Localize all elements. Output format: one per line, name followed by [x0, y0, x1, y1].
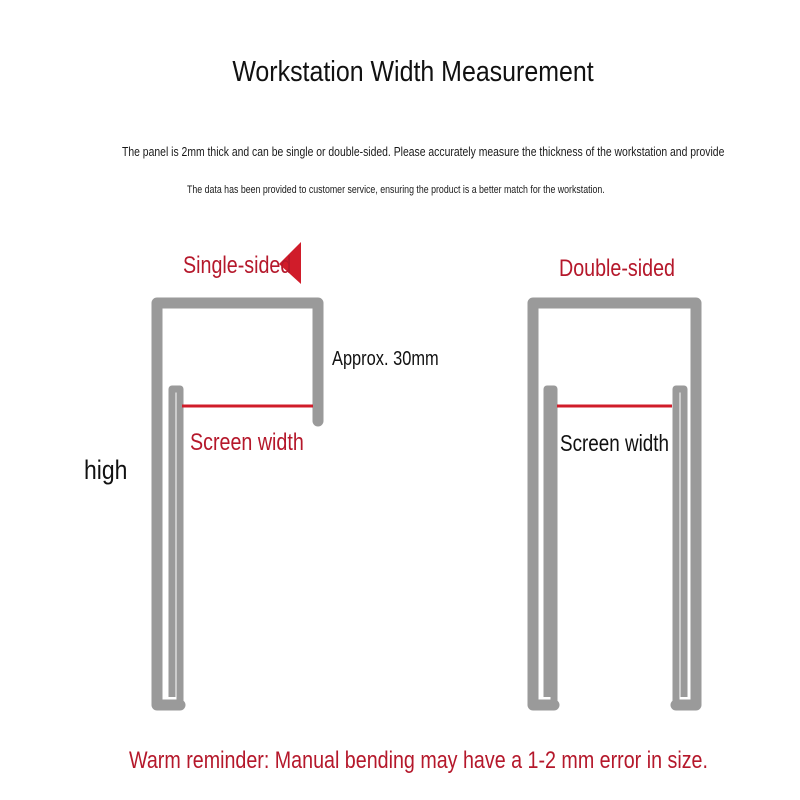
double-sided-panel — [533, 303, 696, 705]
instruction-line-1: The panel is 2mm thick and can be single or double-sided. Please accurately measure the thickness of the workstation and provide — [122, 144, 725, 159]
single-screen-width-label: Screen width — [190, 429, 304, 456]
double-panel-right-inner — [676, 389, 684, 705]
single-sided-label: Single-sided — [183, 252, 292, 279]
double-sided-label: Double-sided — [559, 255, 675, 282]
double-panel-left-inner — [547, 389, 554, 705]
double-screen-width-label: Screen width — [560, 430, 670, 456]
single-sided-panel — [157, 242, 318, 705]
instruction-line-2: The data has been provided to customer service, ensuring the product is a better match for the workstation. — [187, 184, 605, 196]
page-title: Workstation Width Measurement — [232, 56, 594, 88]
warm-reminder: Warm reminder: Manual bending may have a 1-2 mm error in size. — [129, 747, 708, 774]
height-label: high — [84, 455, 128, 485]
depth-label: Approx. 30mm — [332, 348, 439, 370]
single-panel-inner-outline — [172, 389, 180, 705]
